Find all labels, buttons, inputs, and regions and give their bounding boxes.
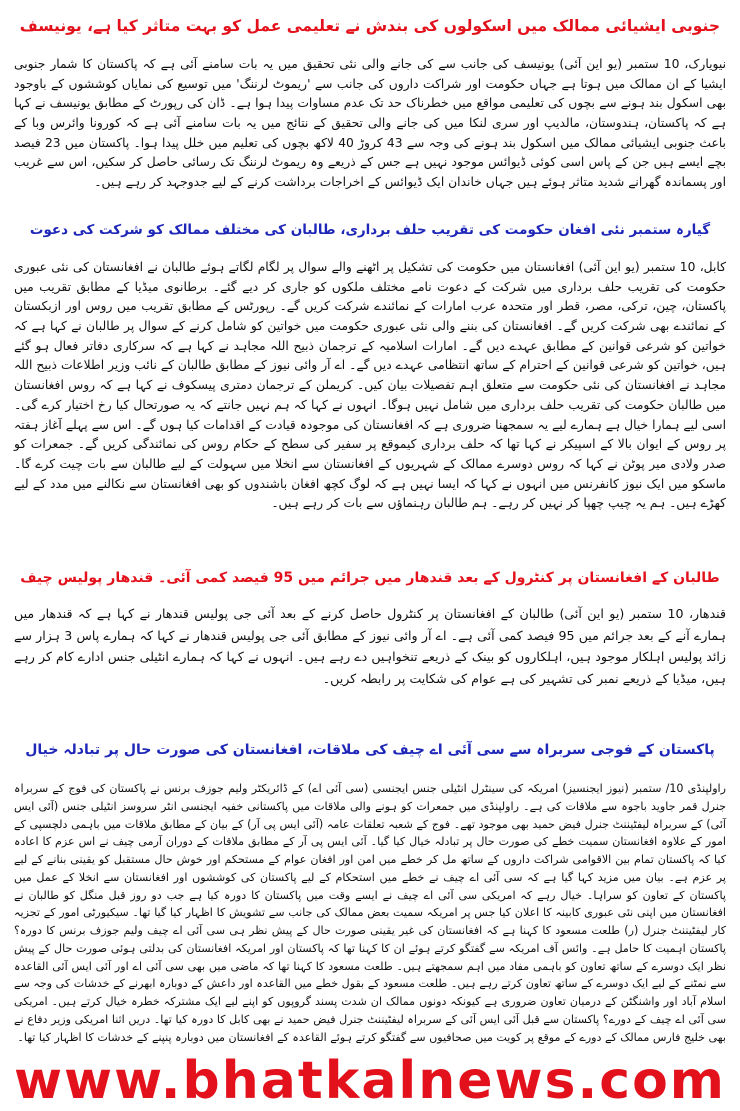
article-2-body (0, 258, 740, 548)
article-1-headline: جنوبی ایشیائی ممالک میں اسکولوں کی بندش نے تعلیمی عمل کو بہت متاثر کیا ہے، یونیسف (19, 17, 720, 35)
article-4-text: راولپنڈی 10/ ستمبر (نیوز ایجنسیز) امریکہ کی سینٹرل انٹیلی جنس ایجنسی (سی آئی اے) کے ڈائریکٹر ولیم جوزف برنس نے پاکستان کی فوج کے سربراہ جنرل قمر جاوید باجوہ سے ملاقات کی ہے۔ راولپنڈی میں جمعرات کو ہونے والی ملاقات میں پاکستانی خفیہ ایجنسی انٹر سروسز انٹیلی جنس (آئی ایس آئی) کے سربراہ لیفٹیننٹ جنرل فیض حمید بھی موجود تھے۔ فوج کے شعبہ تعلقات عامہ (آئی ایس پی آر) کے بیان کے مطابق ملاقات میں باہمی دلچسپی کے امور کے علاوہ افغانستان سمیت خطے کی صورت حال پر تبادلہ خیال کیا گیا۔ آئی ایس پی آر کے مطابق ملاقات کے دوران آرمی چیف نے اس عزم کا اعادہ کیا کہ پاکستان تمام بین الاقوامی شراکت داروں کے ساتھ مل کر خطے میں امن اور افغان عوام کے مستحکم اور خوش حال مستقبل کو یقینی بنانے کے لیے پر عزم ہے۔ بیان میں مزید کہا گیا ہے کہ سی آئی اے چیف نے خطے میں استحکام کے لیے پاکستان کی کوششوں اور افغانستان سے انخلا کے عمل میں پاکستان کے تعاون کو سراہا۔ خیال رہے کہ امریکی سی آئی اے چیف نے ایسے وقت میں پاکستان کا دورہ کیا ہے جب دو روز قبل منگل کو طالبان نے افغانستان میں اپنی نئی عبوری کابینہ کا اعلان کیا جس پر امریکہ سمیت بعض ممالک کی جانب سے تشویش کا اظہار کیا گیا تھا۔ سیکیورٹی امور کے تجزیہ کار لیفٹیننٹ جنرل (ر) طلعت مسعود کا کہنا ہے کہ افغانستان کی غیر یقینی صورت حال کے پیش نظر ہی سی آئی اے چیف ولیم جوزف برنس کا دورہ؟ پاکستان اہمیت کا حامل ہے۔ وائس آف امریکہ سے گفتگو کرتے ہوئے ان کا کہنا تھا کہ پاکستان اور امریکہ افغانستان کی بدلتی ہوئی صورت حال کے پیش نظر ایک دوسرے کے ساتھ تعاون کو باہمی مفاد میں اہم سمجھتے ہیں۔ طلعت مسعود کا کہنا تھا کہ ماضی میں بھی سی آئی اے اور آئی ایس آئی القاعدہ سے نمٹنے کے لیے ایک دوسرے کے ساتھ تعاون کرتے رہے ہیں۔ طلعت مسعود کے بقول خطے میں القاعدہ اور داعش کے دوبارہ ابھرنے کے خدشات کی وجہ سے اسلام آباد اور واشنگٹن کے درمیان تعاون ضروری ہے کیونکہ دونوں ممالک ان شدت پسند گروپوں کو اپنے لیے ایک مشترکہ خطرہ خیال کرتے ہیں۔ امریکی سی آئی اے چیف کے دورے؟ پاکستان سے قبل آئی ایس آئی کے سربراہ لیفٹیننٹ جنرل فیض حمید نے بھی کابل کا دورہ کیا تھا۔ دریں اثنا امریکی وزیر دفاع نے بھی خلیج فارس ممالک کے دورے کے موقع پر کویت میں صحافیوں سے گفتگو کرتے ہوئے القاعدہ کے افغانستان میں دوبارہ پنپنے کے خدشات کا اظہار کیا تھا۔ (14, 782, 727, 1044)
article-1-body (0, 55, 740, 205)
article-3-body (0, 603, 740, 718)
article-4-body (0, 780, 740, 1060)
article-1-text: نیویارک، 10 ستمبر (یو این آئی) یونیسف کی جانب سے کی جانے والی نئی تحقیق میں یہ بات سامنے آئی ہے کہ پاکستان کا شمار جنوبی ایشیا کے ان ممالک میں ہوتا ہے جہاں حکومت اور شراکت داروں کی جانب سے 'ریموٹ لرننگ' میں توسیع کی نمایاں کوششوں کے باوجود بھی اسکول بند ہونے سے بچوں کی تعلیمی مواقع میں خطرناک حد تک عدم مساوات پیدا ہوا ہے۔ ڈان کی رپورٹ کے مطابق یونیسف نے کہا ہے کہ پاکستان، ہندوستان، مالدیپ اور سری لنکا میں کی جانے والی تحقیق کے نتائج میں یہ بات سامنے آئی ہے کہ کورونا وائرس وبا کے باعث جنوبی ایشیائی ممالک میں اسکول بند ہونے کی وجہ سے 43 کروڑ 40 لاکھ بچوں کی تعلیم میں خلل پیدا ہوا۔ پاکستان میں 23 فیصد بچے ایسے ہیں جن کے پاس اسی کوئی ڈیوائس موجود نہیں ہے جس کے ذریعے وہ ریموٹ لرننگ تک رسائی حاصل کر سکیں، اس سے غریب اور پسماندہ گھرانے شدید متاثر ہوئے ہیں جہاں خاندان ایک ڈیوائس کے اخراجات برداشت کرنے کے لیے جدوجہد کر رہے ہیں۔ (14, 57, 726, 190)
article-2-headline: گیارہ ستمبر نئی افغان حکومت کی تقریب حلف برداری، طالبان کی مختلف ممالک کو شرکت کی دعوت (29, 222, 711, 238)
article-2-text: کابل، 10 ستمبر (یو این آئی) افغانستان میں حکومت کی تشکیل پر اٹھنے والے سوال پر لگام لگاتے ہوئے طالبان نے افغانستان کی نئی عبوری حکومت کی تقریب حلف برداری میں شرکت کے دعوت نامے مختلف ملکوں کو جاری کر دیے گئے۔ برطانوی میڈیا کے مطابق تقریب میں پاکستان، چین، ترکی، مصر، قطر اور متحدہ عرب امارات کے نمائندے شرکت کریں گے۔ رپورٹس کے مطابق تقریب میں روس اور ازبکستان کے نمائندے بھی شرکت کریں گے۔ افغانستان کی بننے والی نئی عبوری حکومت میں خواتین کو شامل کرنے کے سوال پر طالبان نے کہا ہے کہ خواتین کو شرعی قوانین کے مطابق عہدے دیں گے۔ امارات اسلامیہ کے ترجمان ذبیح اللہ مجاہد نے کہا ہے کہ سرکاری دفاتر فعال ہو گئے ہیں، خواتین کو شرعی قوانین کے احترام کے ساتھ انتظامی عہدے دیں گے۔ اے آر وائی نیوز کے مطابق طالبان کے نائب وزیر اطلاعات ذبیح اللہ مجاہد نے افغانستان کی نئی حکومت سے متعلق اہم تفصیلات بیان کیں۔ کریملن کے ترجمان دمتری پیسکوف نے کہا ہے کہ روس افغانستان میں طالبان حکومت کی تقریب حلف برداری میں شامل نہیں ہوگا۔ انہوں نے کہا کہ ہم نہیں جانتے کہ یہ صورتحال کیا رخ اختیار کرے گی۔ اسی لیے ہمارا خیال ہے ہمارے لیے یہ سمجھنا ضروری ہے کہ افغانستان کی موجودہ قیادت کے اقدامات کیا ہوں گے۔ اس سے پہلے آغاز ہفتہ پر روس کے ایوان بالا کے اسپیکر نے کہا تھا کہ حلف برداری کیموقع پر سفیر کی سطح کے حکام روس کی نمائندگی کریں گے۔ جمعرات کو صدر ولادی میر پوٹن نے کہا کہ روس دوسرے ممالک کے شہریوں کے افغانستان سے انخلا میں سہولت کے لیے طالبان سے بات چیت کرے گا۔ ماسکو میں ایک نیوز کانفرنس میں انہوں نے کہا کہ ایسا نہیں ہے کہ لوگ کچھ افغان باشندوں کو بھی افغانستان سے نکالنے میں مدد کے لیے کھڑے ہیں۔ ہم یہ چیپ چھپا کر نہیں کر رہے۔ ہم طالبان رہنماؤں سے بات کر رہے ہیں۔ (14, 260, 726, 511)
article-4-headline: پاکستان کے فوجی سربراہ سے سی آئی اے چیف کی ملاقات، افغانستان کی صورت حال پر تبادلہ خیال (25, 742, 715, 758)
site-footer-url[interactable]: www.bhatkalnews.com (14, 1052, 726, 1111)
article-3-headline: طالبان کے افغانستان پر کنٹرول کے بعد قندھار میں جرائم میں 95 فیصد کمی آئی۔ قندھار پولیس چیف (20, 570, 720, 586)
article-3-text: قندھار، 10 ستمبر (یو این آئی) طالبان کے افغانستان پر کنٹرول حاصل کرنے کے بعد آئی جی پولیس قندھار نے کہا ہے کہ قندھار میں ہمارے آنے کے بعد جرائم میں 95 فیصد کمی آئی ہے۔ اے آر وائی نیوز کے مطابق آئی جی پولیس قندھار نے کہا کہ ہمارے پاس 3 ہزار سے زائد پولیس اہلکار موجود ہیں، اہلکاروں کو بینک کے ذریعے تنخواہیں دے رہے ہیں۔ انہوں نے کہا کہ ہمارے انٹیلی جنس ادارے کام کر رہے ہیں، میڈیا کے ذریعے نمبر کی تشہیر کی ہے عوام کی شکایت پر رابطہ کریں۔ (14, 606, 726, 686)
